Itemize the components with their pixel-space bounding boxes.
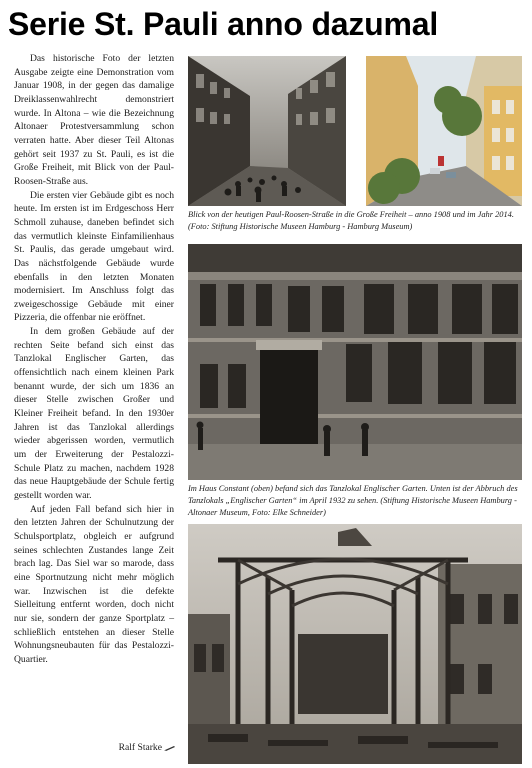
pen-icon [164,745,176,751]
photo-haus-constant [188,244,522,480]
article-body [14,52,174,667]
caption-top: Blick von der heutigen Paul-Roosen-Straße in die Große Freiheit – anno 1908 und im Jahr 2014. (Foto: Stiftung Historische Museen Hamburg - Hamburg Museum) [188,210,514,231]
photo-street-2014 [366,56,522,206]
photo-demolition-1932 [188,524,522,764]
paragraph: Das historische Foto der letzten Ausgabe zeigte eine Demonstration vom Januar 1908, in der gegen das damalige Dreiklassenwahlrecht demonstriert wurde. In Altona – wie die Bezeichnung Altonaer Protestversammlung schon verraten hatte. Aber dieser Teil Altonas gehört seit 1937 zu St. Pauli, es ist die Große Freiheit, mit Blick von der Paul-Roosen-Straße aus. [14,53,174,187]
author-signature [100,741,176,754]
headline: Serie St. Pauli anno dazumal [8,6,439,42]
paragraph: Die ersten vier Gebäude gibt es noch heute. Im ersten ist im Erdgeschoss Herr Schmoll zuhause, daneben befindet sich das vermutlich kleinste Einfamilienhaus St. Paulis, das gerade umgebaut wird. Das nächstfolgende Gebäude wurde ebenfalls in den letzten Monaten modernisiert. Im Anschluss folgt das zweigeschossige Gebäude mit einer Pizzeria, die offenbar nie eröffnet. [14,189,174,324]
author-name: Ralf Starke [118,742,162,753]
paragraph: In dem großen Gebäude auf der rechten Seite befand sich einst das Tanzlokal Englischer Garten, das offensichtlich nach einem kleinen Park benannt wurde, der sich um 1836 an dieser Stelle zwischen Großer und Kleiner Freiheit befand. In den 1930er Jahren ist das Tanzlokal allerdings wieder abgerissen worden, vermutlich um der Erweiterung der Pestalozzi-Schule Platz zu machen, nachdem 1928 das neue Hauptgebäude der Schule fertig gestellt worden war. [14,326,174,501]
paragraph: Auf jeden Fall befand sich hier in den letzten Jahren der Schulnutzung der Schulsportplatz, obgleich er aufgrund seines schlechten Zustandes lange Zeit brach lag. Das Siel war so marode, dass eine Sportnutzung nicht mehr möglich war. Inzwischen ist die defekte Sielleitung entfernt worden, doch nicht nur sie, sondern der ganze Sportplatz – schließlich entstehen an dieser Stelle Wohnungsneubauten für das Pestalozzi-Quartier. [14,503,174,665]
photo-street-1908 [188,56,346,206]
caption-middle: Im Haus Constant (oben) befand sich das Tanzlokal Englischer Garten. Unten ist der Abbruch des Tanzlokals „Englischer Garten“ im April 1932 zu sehen. (Stiftung Historische Museen Hamburg - Altonaer Museum, Foto: Elke Schneider) [188,484,518,517]
